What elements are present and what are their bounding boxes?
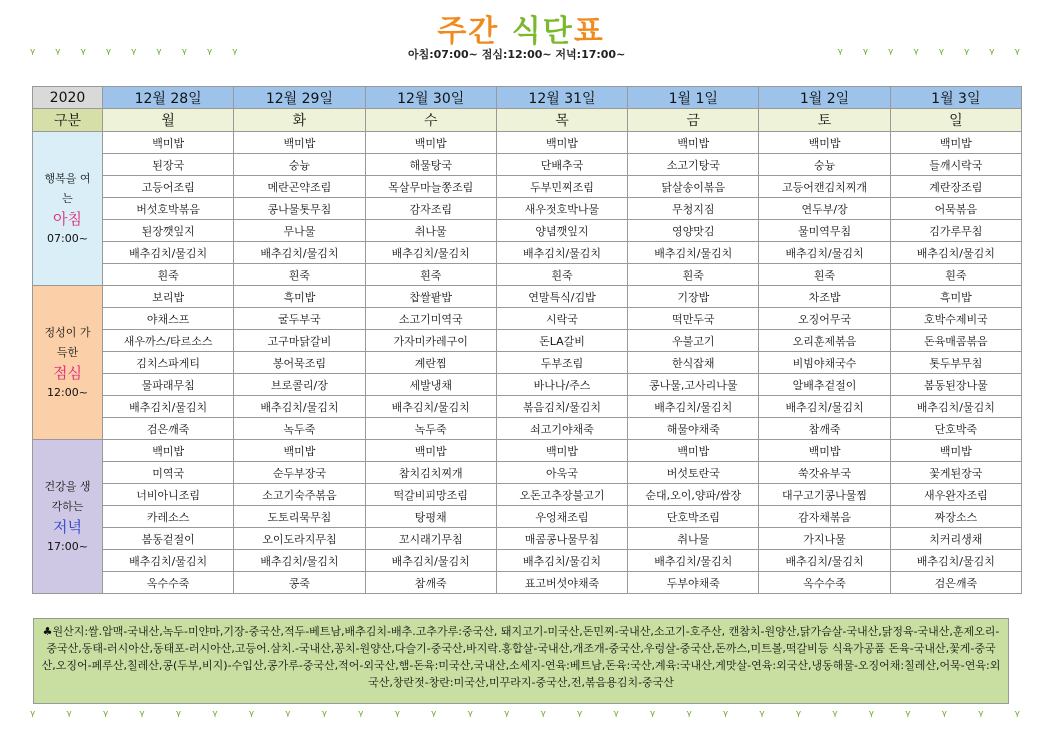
breakfast-label xyxy=(33,132,103,286)
sprout-icon: ᵞ xyxy=(139,708,145,724)
menu-item-cell: 볶음김치/물김치 xyxy=(496,396,627,418)
meal-hours: 아침:07:00~ 점심:12:00~ 저녁:17:00~ xyxy=(408,48,626,61)
menu-item-cell: 해물탕국 xyxy=(365,154,496,176)
menu-item-cell: 백미밥 xyxy=(103,440,234,462)
sprout-icon: ᵞ xyxy=(613,708,619,724)
day-cell: 수 xyxy=(365,109,496,132)
menu-item-cell: 참깨죽 xyxy=(365,572,496,594)
menu-item-cell: 숭늉 xyxy=(759,154,890,176)
breakfast-row xyxy=(33,132,1022,154)
lunch-row xyxy=(33,330,1022,352)
menu-item-cell: 배추김치/물김치 xyxy=(365,550,496,572)
menu-item-cell: 된장깻잎지 xyxy=(103,220,234,242)
sprout-icon: ᵞ xyxy=(431,708,437,724)
lunch-row xyxy=(33,396,1022,418)
lunch-row xyxy=(33,308,1022,330)
breakfast-row xyxy=(33,220,1022,242)
meal-label-time: 12:00~ xyxy=(47,385,88,399)
date-cell: 1월 3일 xyxy=(890,87,1021,109)
menu-item-cell: 카레소스 xyxy=(103,506,234,528)
weekly-menu-table xyxy=(32,86,1022,594)
sprout-icon: ᵞ xyxy=(285,708,291,724)
menu-item-cell: 바나나/주스 xyxy=(496,374,627,396)
menu-item-cell: 치커리생채 xyxy=(890,528,1021,550)
dinner-row xyxy=(33,572,1022,594)
dinner-row xyxy=(33,462,1022,484)
menu-item-cell: 쇠고기야채죽 xyxy=(496,418,627,440)
menu-item-cell: 배추김치/물김치 xyxy=(759,550,890,572)
menu-item-cell: 버섯토란국 xyxy=(628,462,759,484)
menu-item-cell: 취나물 xyxy=(365,220,496,242)
menu-item-cell: 배추김치/물김치 xyxy=(103,550,234,572)
menu-item-cell: 돈LA갈비 xyxy=(496,330,627,352)
menu-item-cell: 돈육매콤볶음 xyxy=(890,330,1021,352)
menu-item-cell: 도토리묵무침 xyxy=(234,506,365,528)
date-row xyxy=(33,87,1022,109)
dinner-row xyxy=(33,528,1022,550)
menu-item-cell: 세발냉채 xyxy=(365,374,496,396)
sprout-icon: ᵞ xyxy=(1014,708,1020,724)
sprout-icon: ᵞ xyxy=(156,46,162,62)
meal-label-time: 07:00~ xyxy=(47,231,88,245)
menu-item-cell: 배추김치/물김치 xyxy=(890,396,1021,418)
menu-item-cell: 너비아니조림 xyxy=(103,484,234,506)
sprout-icon: ᵞ xyxy=(913,46,919,62)
sprout-icon: ᵞ xyxy=(862,46,869,62)
menu-item-cell: 배추김치/물김치 xyxy=(365,242,496,264)
menu-item-cell: 배추김치/물김치 xyxy=(759,396,890,418)
menu-item-cell: 메란곤약조림 xyxy=(234,176,365,198)
day-cell: 금 xyxy=(628,109,759,132)
title-part-3: 표 xyxy=(573,14,605,49)
menu-item-cell: 어묵볶음 xyxy=(890,198,1021,220)
menu-item-cell: 흰죽 xyxy=(496,264,627,286)
menu-item-cell: 옥수수죽 xyxy=(759,572,890,594)
menu-item-cell: 가지나물 xyxy=(759,528,890,550)
menu-item-cell: 들깨시락국 xyxy=(890,154,1021,176)
sprout-icon: ᵞ xyxy=(55,46,61,62)
menu-item-cell: 꽃게된장국 xyxy=(890,462,1021,484)
sprout-icon: ᵞ xyxy=(978,708,984,724)
sprout-icon: ᵞ xyxy=(206,46,213,62)
menu-item-cell: 계란장조림 xyxy=(890,176,1021,198)
sprout-icon: ᵞ xyxy=(905,708,911,724)
menu-item-cell: 알배추겉절이 xyxy=(759,374,890,396)
menu-item-cell: 된장국 xyxy=(103,154,234,176)
sprout-icon: ᵞ xyxy=(795,708,802,724)
sprout-icon: ᵞ xyxy=(66,708,72,724)
menu-item-cell: 기장밥 xyxy=(628,286,759,308)
menu-item-cell: 찹쌀팥밥 xyxy=(365,286,496,308)
meal-label-slogan: 건강을 생각하는 xyxy=(44,479,91,513)
page-title xyxy=(0,6,1042,50)
breakfast-row xyxy=(33,176,1022,198)
menu-item-cell: 봉어묵조림 xyxy=(234,352,365,374)
menu-item-cell: 옥수수죽 xyxy=(103,572,234,594)
menu-item-cell: 한식잡채 xyxy=(628,352,759,374)
menu-item-cell: 굴두부국 xyxy=(234,308,365,330)
lunch-label xyxy=(33,286,103,440)
sprout-icon: ᵞ xyxy=(175,708,182,724)
menu-item-cell: 양념깻잎지 xyxy=(496,220,627,242)
date-cell: 12월 30일 xyxy=(365,87,496,109)
menu-item-cell: 배추김치/물김치 xyxy=(759,242,890,264)
menu-item-cell: 콩나물,고사리나물 xyxy=(628,374,759,396)
menu-item-cell: 가자미카레구이 xyxy=(365,330,496,352)
breakfast-row xyxy=(33,264,1022,286)
menu-item-cell: 오돈고추장불고기 xyxy=(496,484,627,506)
menu-item-cell: 감자조림 xyxy=(365,198,496,220)
menu-item-cell: 목살무마늘쫑조림 xyxy=(365,176,496,198)
menu-item-cell: 콩나물톳무침 xyxy=(234,198,365,220)
menu-item-cell: 영양맛김 xyxy=(628,220,759,242)
menu-item-cell: 백미밥 xyxy=(234,440,365,462)
breakfast-row xyxy=(33,242,1022,264)
menu-item-cell: 백미밥 xyxy=(496,440,627,462)
menu-item-cell: 비빔야채국수 xyxy=(759,352,890,374)
sprout-icon: ᵞ xyxy=(938,46,944,62)
sprout-border-top xyxy=(30,46,1020,62)
sprout-icon: ᵞ xyxy=(467,708,473,724)
sprout-border-bottom xyxy=(30,708,1020,724)
year-cell: 2020 xyxy=(33,87,103,109)
sprout-icon: ᵞ xyxy=(102,708,109,724)
sprout-icon: ᵞ xyxy=(888,46,894,62)
menu-item-cell: 소고기미역국 xyxy=(365,308,496,330)
menu-item-cell: 매콤콩나물무침 xyxy=(496,528,627,550)
menu-item-cell: 브로콜리/장 xyxy=(234,374,365,396)
menu-item-cell: 쑥갓유부국 xyxy=(759,462,890,484)
menu-item-cell: 백미밥 xyxy=(890,440,1021,462)
menu-item-cell: 배추김치/물김치 xyxy=(628,396,759,418)
menu-item-cell: 표고버섯야채죽 xyxy=(496,572,627,594)
menu-item-cell: 검은깨죽 xyxy=(890,572,1021,594)
menu-item-cell: 순대,오이,양파/쌈장 xyxy=(628,484,759,506)
menu-item-cell: 녹두죽 xyxy=(365,418,496,440)
menu-item-cell: 꼬시래기무침 xyxy=(365,528,496,550)
sprout-icon: ᵞ xyxy=(358,708,364,724)
sprout-icon: ᵞ xyxy=(837,46,843,62)
day-cell: 월 xyxy=(103,109,234,132)
sprout-icon: ᵞ xyxy=(504,708,510,724)
menu-item-cell: 단호박조림 xyxy=(628,506,759,528)
menu-item-cell: 고구마닭갈비 xyxy=(234,330,365,352)
menu-item-cell: 소고기숙주볶음 xyxy=(234,484,365,506)
meal-label-name: 아침 xyxy=(53,209,82,228)
menu-item-cell: 계란찜 xyxy=(365,352,496,374)
menu-item-cell: 김가루무침 xyxy=(890,220,1021,242)
menu-item-cell: 야채스프 xyxy=(103,308,234,330)
sprout-icon: ᵞ xyxy=(941,708,947,724)
lunch-row xyxy=(33,286,1022,308)
menu-item-cell: 떡만두국 xyxy=(628,308,759,330)
menu-item-cell: 백미밥 xyxy=(496,132,627,154)
menu-item-cell: 오리훈제볶음 xyxy=(759,330,890,352)
menu-item-cell: 흰죽 xyxy=(365,264,496,286)
menu-item-cell: 닭살송이볶음 xyxy=(628,176,759,198)
menu-item-cell: 대구고기콩나물찜 xyxy=(759,484,890,506)
menu-item-cell: 배추김치/물김치 xyxy=(234,396,365,418)
menu-item-cell: 배추김치/물김치 xyxy=(234,242,365,264)
menu-item-cell: 녹두죽 xyxy=(234,418,365,440)
menu-item-cell: 배추김치/물김치 xyxy=(628,550,759,572)
menu-item-cell: 배추김치/물김치 xyxy=(890,242,1021,264)
menu-item-cell: 새우젓호박나물 xyxy=(496,198,627,220)
meal-label-name: 저녁 xyxy=(53,517,82,536)
date-cell: 12월 29일 xyxy=(234,87,365,109)
menu-item-cell: 봄동된장나물 xyxy=(890,374,1021,396)
day-row xyxy=(33,109,1022,132)
sprout-icon: ᵞ xyxy=(686,708,692,724)
menu-item-cell: 배추김치/물김치 xyxy=(234,550,365,572)
lunch-row xyxy=(33,418,1022,440)
menu-item-cell: 배추김치/물김치 xyxy=(628,242,759,264)
day-cell: 토 xyxy=(759,109,890,132)
sprout-icon: ᵞ xyxy=(540,708,546,724)
menu-item-cell: 배추김치/물김치 xyxy=(103,242,234,264)
sprout-icon: ᵞ xyxy=(181,46,187,62)
menu-item-cell: 탕평채 xyxy=(365,506,496,528)
menu-item-cell: 백미밥 xyxy=(103,132,234,154)
menu-item-cell: 새우완자조림 xyxy=(890,484,1021,506)
dinner-row xyxy=(33,440,1022,462)
breakfast-row xyxy=(33,198,1022,220)
sprout-icon: ᵞ xyxy=(832,708,838,724)
dinner-row xyxy=(33,484,1022,506)
meal-label-name: 점심 xyxy=(53,363,82,382)
menu-item-cell: 우엉채조림 xyxy=(496,506,627,528)
menu-item-cell: 소고기탕국 xyxy=(628,154,759,176)
title-part-1: 주간 xyxy=(437,14,500,49)
sprout-icon: ᵞ xyxy=(131,46,137,62)
sprout-icon: ᵞ xyxy=(30,46,36,62)
menu-item-cell: 고등어캔김치찌개 xyxy=(759,176,890,198)
lunch-row xyxy=(33,352,1022,374)
menu-item-cell: 보리밥 xyxy=(103,286,234,308)
menu-item-cell: 흰죽 xyxy=(234,264,365,286)
menu-item-cell: 단배추국 xyxy=(496,154,627,176)
sprout-icon: ᵞ xyxy=(649,708,656,724)
menu-item-cell: 무청지짐 xyxy=(628,198,759,220)
menu-item-cell: 배추김치/물김치 xyxy=(365,396,496,418)
day-cell: 목 xyxy=(496,109,627,132)
sprout-icon: ᵞ xyxy=(248,708,255,724)
menu-item-cell: 고등어조림 xyxy=(103,176,234,198)
origin-note: ♣원산지:쌀.압맥-국내산,녹두-미얀마,기장-중국산,적두-베트남,배추김치-배추.고추가루:중국산, 돼지고기-미국산,돈민찌-국내산,소고기-호주산, 캔참치-원양산,닭가슴살-국내산,닭정육-국내산,훈제오리-중국산,동태-러시아산,동태포-러시아산,고등어.삼치.-국내산,꽁치-원양산,다슬기-중국산,바지락.홍합살-국내산,개조개-중국산,우렁살-중국산,돈까스,미트볼,떡갈비등 식육가공품 돈육-국내산,꽃게-중국산,오징어-페루산,칠레산,콩(두부,비지)-수입산,콩가루-중국산,적어-외국산,햄-돈육:미국산,국내산,소세지-연육:베트남,돈육:국산,계육:국내산,게맛살-연육:외국산,냉동해물-오징어채:칠레산,어묵-연육:외국산,창란젓-창란:미국산,미꾸라지-중국산,전,볶음용김치-중국산 xyxy=(33,618,1009,704)
sprout-icon: ᵞ xyxy=(80,46,86,62)
menu-item-cell: 톳두부무침 xyxy=(890,352,1021,374)
date-cell: 12월 31일 xyxy=(496,87,627,109)
menu-item-cell: 단호박죽 xyxy=(890,418,1021,440)
meal-label-time: 17:00~ xyxy=(47,539,88,553)
menu-item-cell: 차조밥 xyxy=(759,286,890,308)
menu-item-cell: 백미밥 xyxy=(759,440,890,462)
sprout-icon: ᵞ xyxy=(759,708,765,724)
sprout-icon: ᵞ xyxy=(964,46,970,62)
menu-item-cell: 백미밥 xyxy=(365,132,496,154)
menu-item-cell: 검은깨죽 xyxy=(103,418,234,440)
menu-item-cell: 배추김치/물김치 xyxy=(496,550,627,572)
title-part-2: 식단 xyxy=(511,14,574,49)
sprout-icon: ᵞ xyxy=(1014,46,1020,62)
menu-item-cell: 물파래무침 xyxy=(103,374,234,396)
meal-label-slogan: 정성이 가득한 xyxy=(44,325,91,359)
dinner-row xyxy=(33,506,1022,528)
menu-item-cell: 배추김치/물김치 xyxy=(496,242,627,264)
menu-item-cell: 호박수제비국 xyxy=(890,308,1021,330)
menu-item-cell: 백미밥 xyxy=(628,440,759,462)
menu-item-cell: 해물야채죽 xyxy=(628,418,759,440)
gubun-cell: 구분 xyxy=(33,109,103,132)
menu-item-cell: 흰죽 xyxy=(890,264,1021,286)
sprout-icon: ᵞ xyxy=(321,708,327,724)
menu-item-cell: 두부민찌조림 xyxy=(496,176,627,198)
sprout-icon: ᵞ xyxy=(212,708,218,724)
menu-item-cell: 두부야채죽 xyxy=(628,572,759,594)
menu-item-cell: 연말특식/김밥 xyxy=(496,286,627,308)
menu-item-cell: 짜장소스 xyxy=(890,506,1021,528)
menu-item-cell: 참깨죽 xyxy=(759,418,890,440)
menu-item-cell: 숭늉 xyxy=(234,154,365,176)
menu-item-cell: 백미밥 xyxy=(890,132,1021,154)
menu-item-cell: 김치스파게티 xyxy=(103,352,234,374)
sprout-icon: ᵞ xyxy=(30,708,36,724)
menu-item-cell: 오이도라지무침 xyxy=(234,528,365,550)
menu-item-cell: 시락국 xyxy=(496,308,627,330)
menu-item-cell: 아욱국 xyxy=(496,462,627,484)
menu-item-cell: 흰죽 xyxy=(759,264,890,286)
menu-item-cell: 배추김치/물김치 xyxy=(103,396,234,418)
date-cell: 1월 1일 xyxy=(628,87,759,109)
menu-item-cell: 떡갈비피망조림 xyxy=(365,484,496,506)
menu-item-cell: 흰죽 xyxy=(628,264,759,286)
menu-item-cell: 미역국 xyxy=(103,462,234,484)
dinner-label xyxy=(33,440,103,594)
menu-item-cell: 새우까스/타르소스 xyxy=(103,330,234,352)
sprout-icon: ᵞ xyxy=(722,708,729,724)
meal-label-slogan: 행복을 여는 xyxy=(44,171,91,205)
menu-item-cell: 백미밥 xyxy=(365,440,496,462)
menu-item-cell: 취나물 xyxy=(628,528,759,550)
date-cell: 1월 2일 xyxy=(759,87,890,109)
lunch-row xyxy=(33,374,1022,396)
menu-item-cell: 오징어무국 xyxy=(759,308,890,330)
sprout-icon: ᵞ xyxy=(989,46,995,62)
sprout-icon: ᵞ xyxy=(232,46,238,62)
menu-item-cell: 백미밥 xyxy=(234,132,365,154)
menu-item-cell: 참치김치찌개 xyxy=(365,462,496,484)
menu-item-cell: 순두부장국 xyxy=(234,462,365,484)
menu-item-cell: 연두부/장 xyxy=(759,198,890,220)
sprout-icon: ᵞ xyxy=(868,708,874,724)
menu-item-cell: 콩죽 xyxy=(234,572,365,594)
date-cell: 12월 28일 xyxy=(103,87,234,109)
sprout-icon: ᵞ xyxy=(394,708,400,724)
menu-item-cell: 배추김치/물김치 xyxy=(890,550,1021,572)
menu-item-cell: 백미밥 xyxy=(628,132,759,154)
menu-item-cell: 흑미밥 xyxy=(234,286,365,308)
menu-item-cell: 무나물 xyxy=(234,220,365,242)
breakfast-row xyxy=(33,154,1022,176)
menu-item-cell: 버섯호박볶음 xyxy=(103,198,234,220)
sprout-icon: ᵞ xyxy=(105,46,112,62)
day-cell: 화 xyxy=(234,109,365,132)
menu-item-cell: 물미역무침 xyxy=(759,220,890,242)
menu-item-cell: 우불고기 xyxy=(628,330,759,352)
menu-item-cell: 감자채볶음 xyxy=(759,506,890,528)
day-cell: 일 xyxy=(890,109,1021,132)
dinner-row xyxy=(33,550,1022,572)
menu-item-cell: 흰죽 xyxy=(103,264,234,286)
menu-item-cell: 흑미밥 xyxy=(890,286,1021,308)
menu-item-cell: 백미밥 xyxy=(759,132,890,154)
menu-item-cell: 두부조림 xyxy=(496,352,627,374)
menu-item-cell: 봄동겉절이 xyxy=(103,528,234,550)
sprout-icon: ᵞ xyxy=(577,708,583,724)
